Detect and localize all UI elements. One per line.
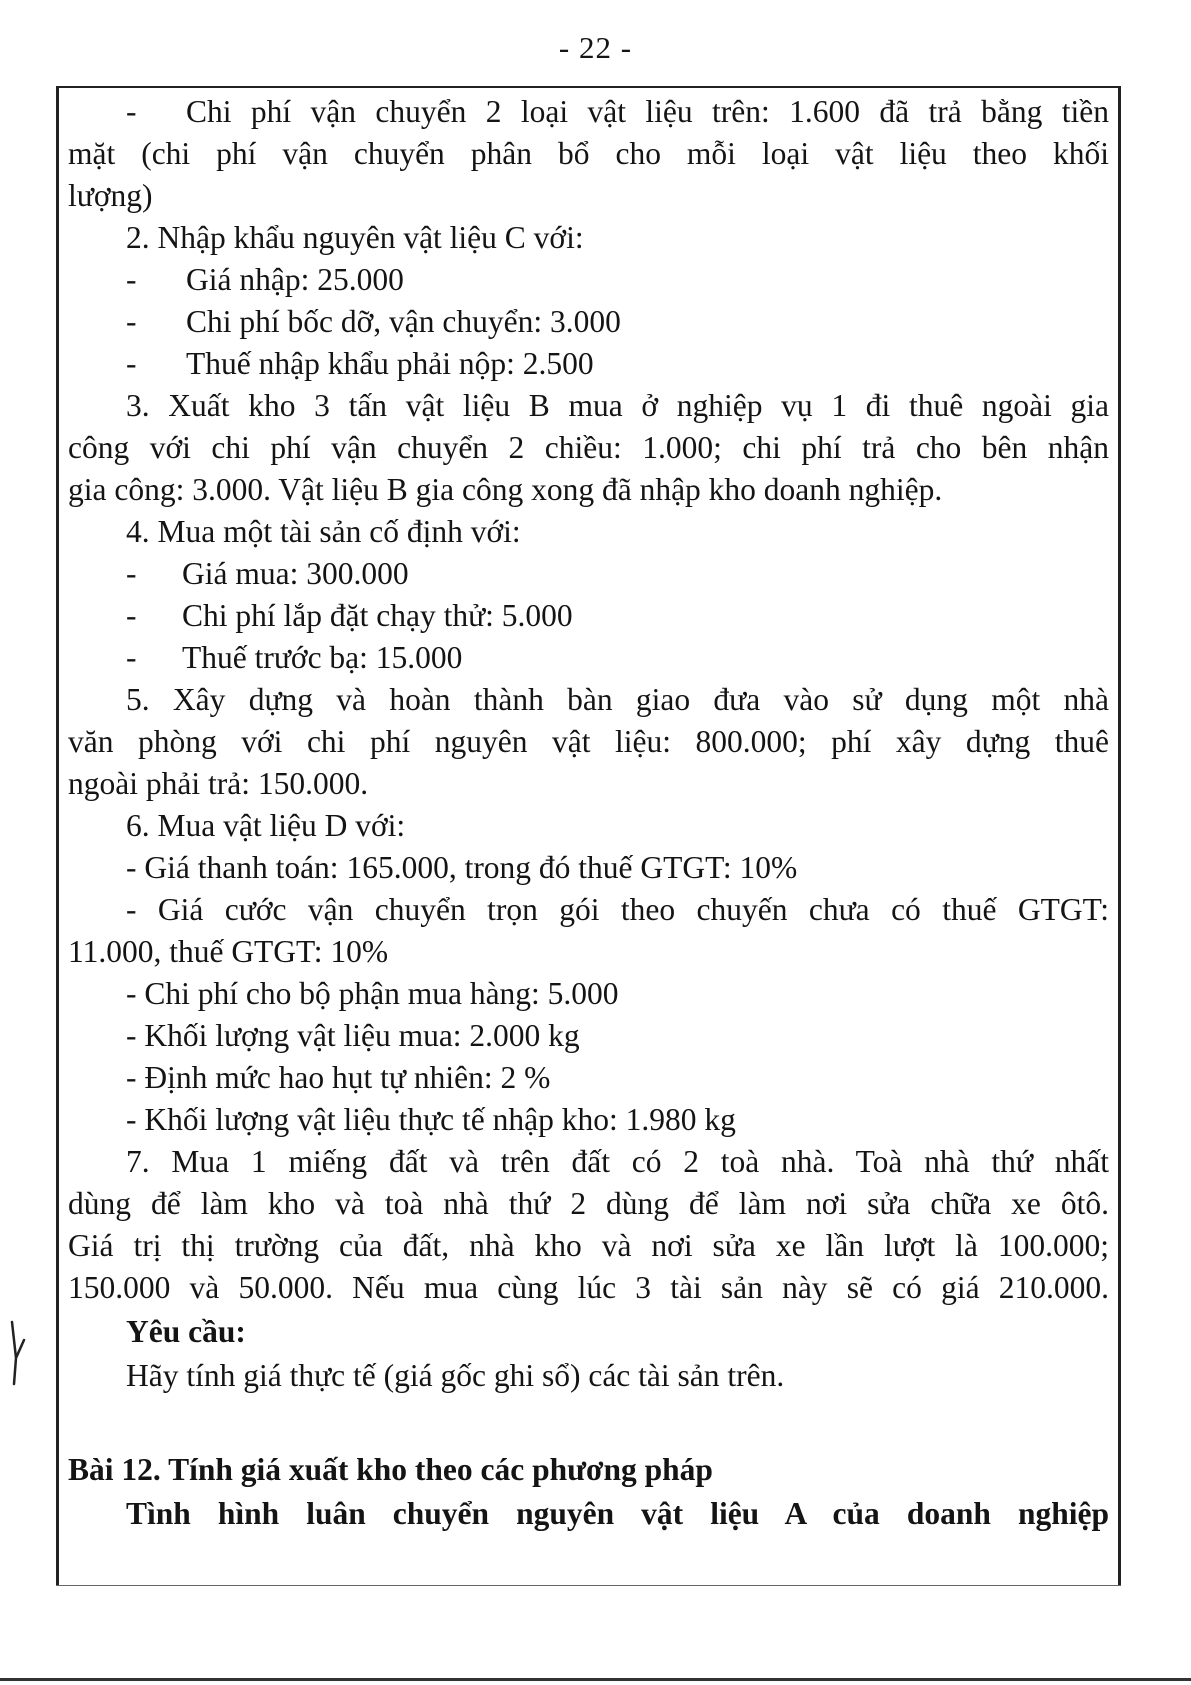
text-line: - Định mức hao hụt tự nhiên: 2 %	[126, 1060, 551, 1095]
requirement-text: Hãy tính giá thực tế (giá gốc ghi sổ) các tài sản trên.	[126, 1358, 785, 1393]
page-number: - 22 -	[558, 30, 633, 65]
exercise-title: Bài 12. Tính giá xuất kho theo các phương pháp	[68, 1452, 713, 1487]
text-line: Chi phí bốc dỡ, vận chuyển: 3.000	[186, 304, 621, 339]
item-heading: 2. Nhập khẩu nguyên vật liệu C với:	[126, 220, 584, 255]
text-line: Giá nhập: 25.000	[186, 262, 404, 297]
text-line: Giá mua: 300.000	[182, 556, 409, 591]
text-line: - Chi phí cho bộ phận mua hàng: 5.000	[126, 976, 619, 1011]
text-line: dùng để làm kho và toà nhà thứ 2 dùng để làm nơi sửa chữa xe ôtô.	[68, 1186, 1109, 1221]
text-line: Giá trị thị trường của đất, nhà kho và nơi sửa xe lần lượt là 100.000;	[68, 1228, 1109, 1263]
dash-bullet: -	[126, 556, 137, 591]
text-line: công với chi phí vận chuyển 2 chiều: 1.000; chi phí trả cho bên nhận	[68, 430, 1109, 465]
item-heading: 4. Mua một tài sản cố định với:	[126, 514, 521, 549]
dash-bullet: -	[126, 262, 137, 297]
text-line: Chi phí vận chuyển 2 loại vật liệu trên: 1.600 đã trả bằng tiền	[186, 94, 1109, 129]
item-heading: 7. Mua 1 miếng đất và trên đất có 2 toà nhà. Toà nhà thứ nhất	[126, 1144, 1109, 1179]
text-line: Chi phí lắp đặt chạy thử: 5.000	[182, 598, 573, 633]
dash-bullet: -	[126, 304, 137, 339]
dash-bullet: -	[126, 598, 137, 633]
text-line: Thuế nhập khẩu phải nộp: 2.500	[186, 346, 594, 381]
text-line: ngoài phải trả: 150.000.	[68, 766, 369, 801]
dash-bullet: -	[126, 346, 137, 381]
requirement-heading: Yêu cầu:	[126, 1314, 246, 1349]
text-line: - Giá thanh toán: 165.000, trong đó thuế GTGT: 10%	[126, 850, 798, 885]
text-line: mặt (chi phí vận chuyển phân bổ cho mỗi loại vật liệu theo khối	[68, 136, 1109, 171]
item-heading: 3. Xuất kho 3 tấn vật liệu B mua ở nghiệp vụ 1 đi thuê ngoài gia	[126, 388, 1109, 423]
text-line: - Khối lượng vật liệu thực tế nhập kho: 1.980 kg	[126, 1102, 736, 1137]
text-line: - Giá cước vận chuyển trọn gói theo chuyến chưa có thuế GTGT:	[126, 892, 1109, 927]
text-line: 150.000 và 50.000. Nếu mua cùng lúc 3 tài sản này sẽ có giá 210.000.	[68, 1270, 1109, 1305]
text-line: Tình hình luân chuyển nguyên vật liệu A của doanh nghiệp	[126, 1496, 1109, 1531]
text-line: lượng)	[68, 178, 153, 213]
text-line: gia công: 3.000. Vật liệu B gia công xong đã nhập kho doanh nghiệp.	[68, 472, 943, 507]
item-heading: 6. Mua vật liệu D với:	[126, 808, 406, 843]
box-bottom-rule	[56, 1585, 1121, 1586]
item-heading: 5. Xây dựng và hoàn thành bàn giao đưa vào sử dụng một nhà	[126, 682, 1109, 717]
text-line: Thuế trước bạ: 15.000	[182, 640, 463, 675]
dash-bullet: -	[126, 94, 137, 129]
pen-mark-icon	[8, 1318, 28, 1388]
text-line: - Khối lượng vật liệu mua: 2.000 kg	[126, 1018, 580, 1053]
text-line: 11.000, thuế GTGT: 10%	[68, 934, 389, 969]
scan-edge-line	[0, 1678, 1191, 1681]
text-line: văn phòng với chi phí nguyên vật liệu: 800.000; phí xây dựng thuê	[68, 724, 1109, 759]
dash-bullet: -	[126, 640, 137, 675]
